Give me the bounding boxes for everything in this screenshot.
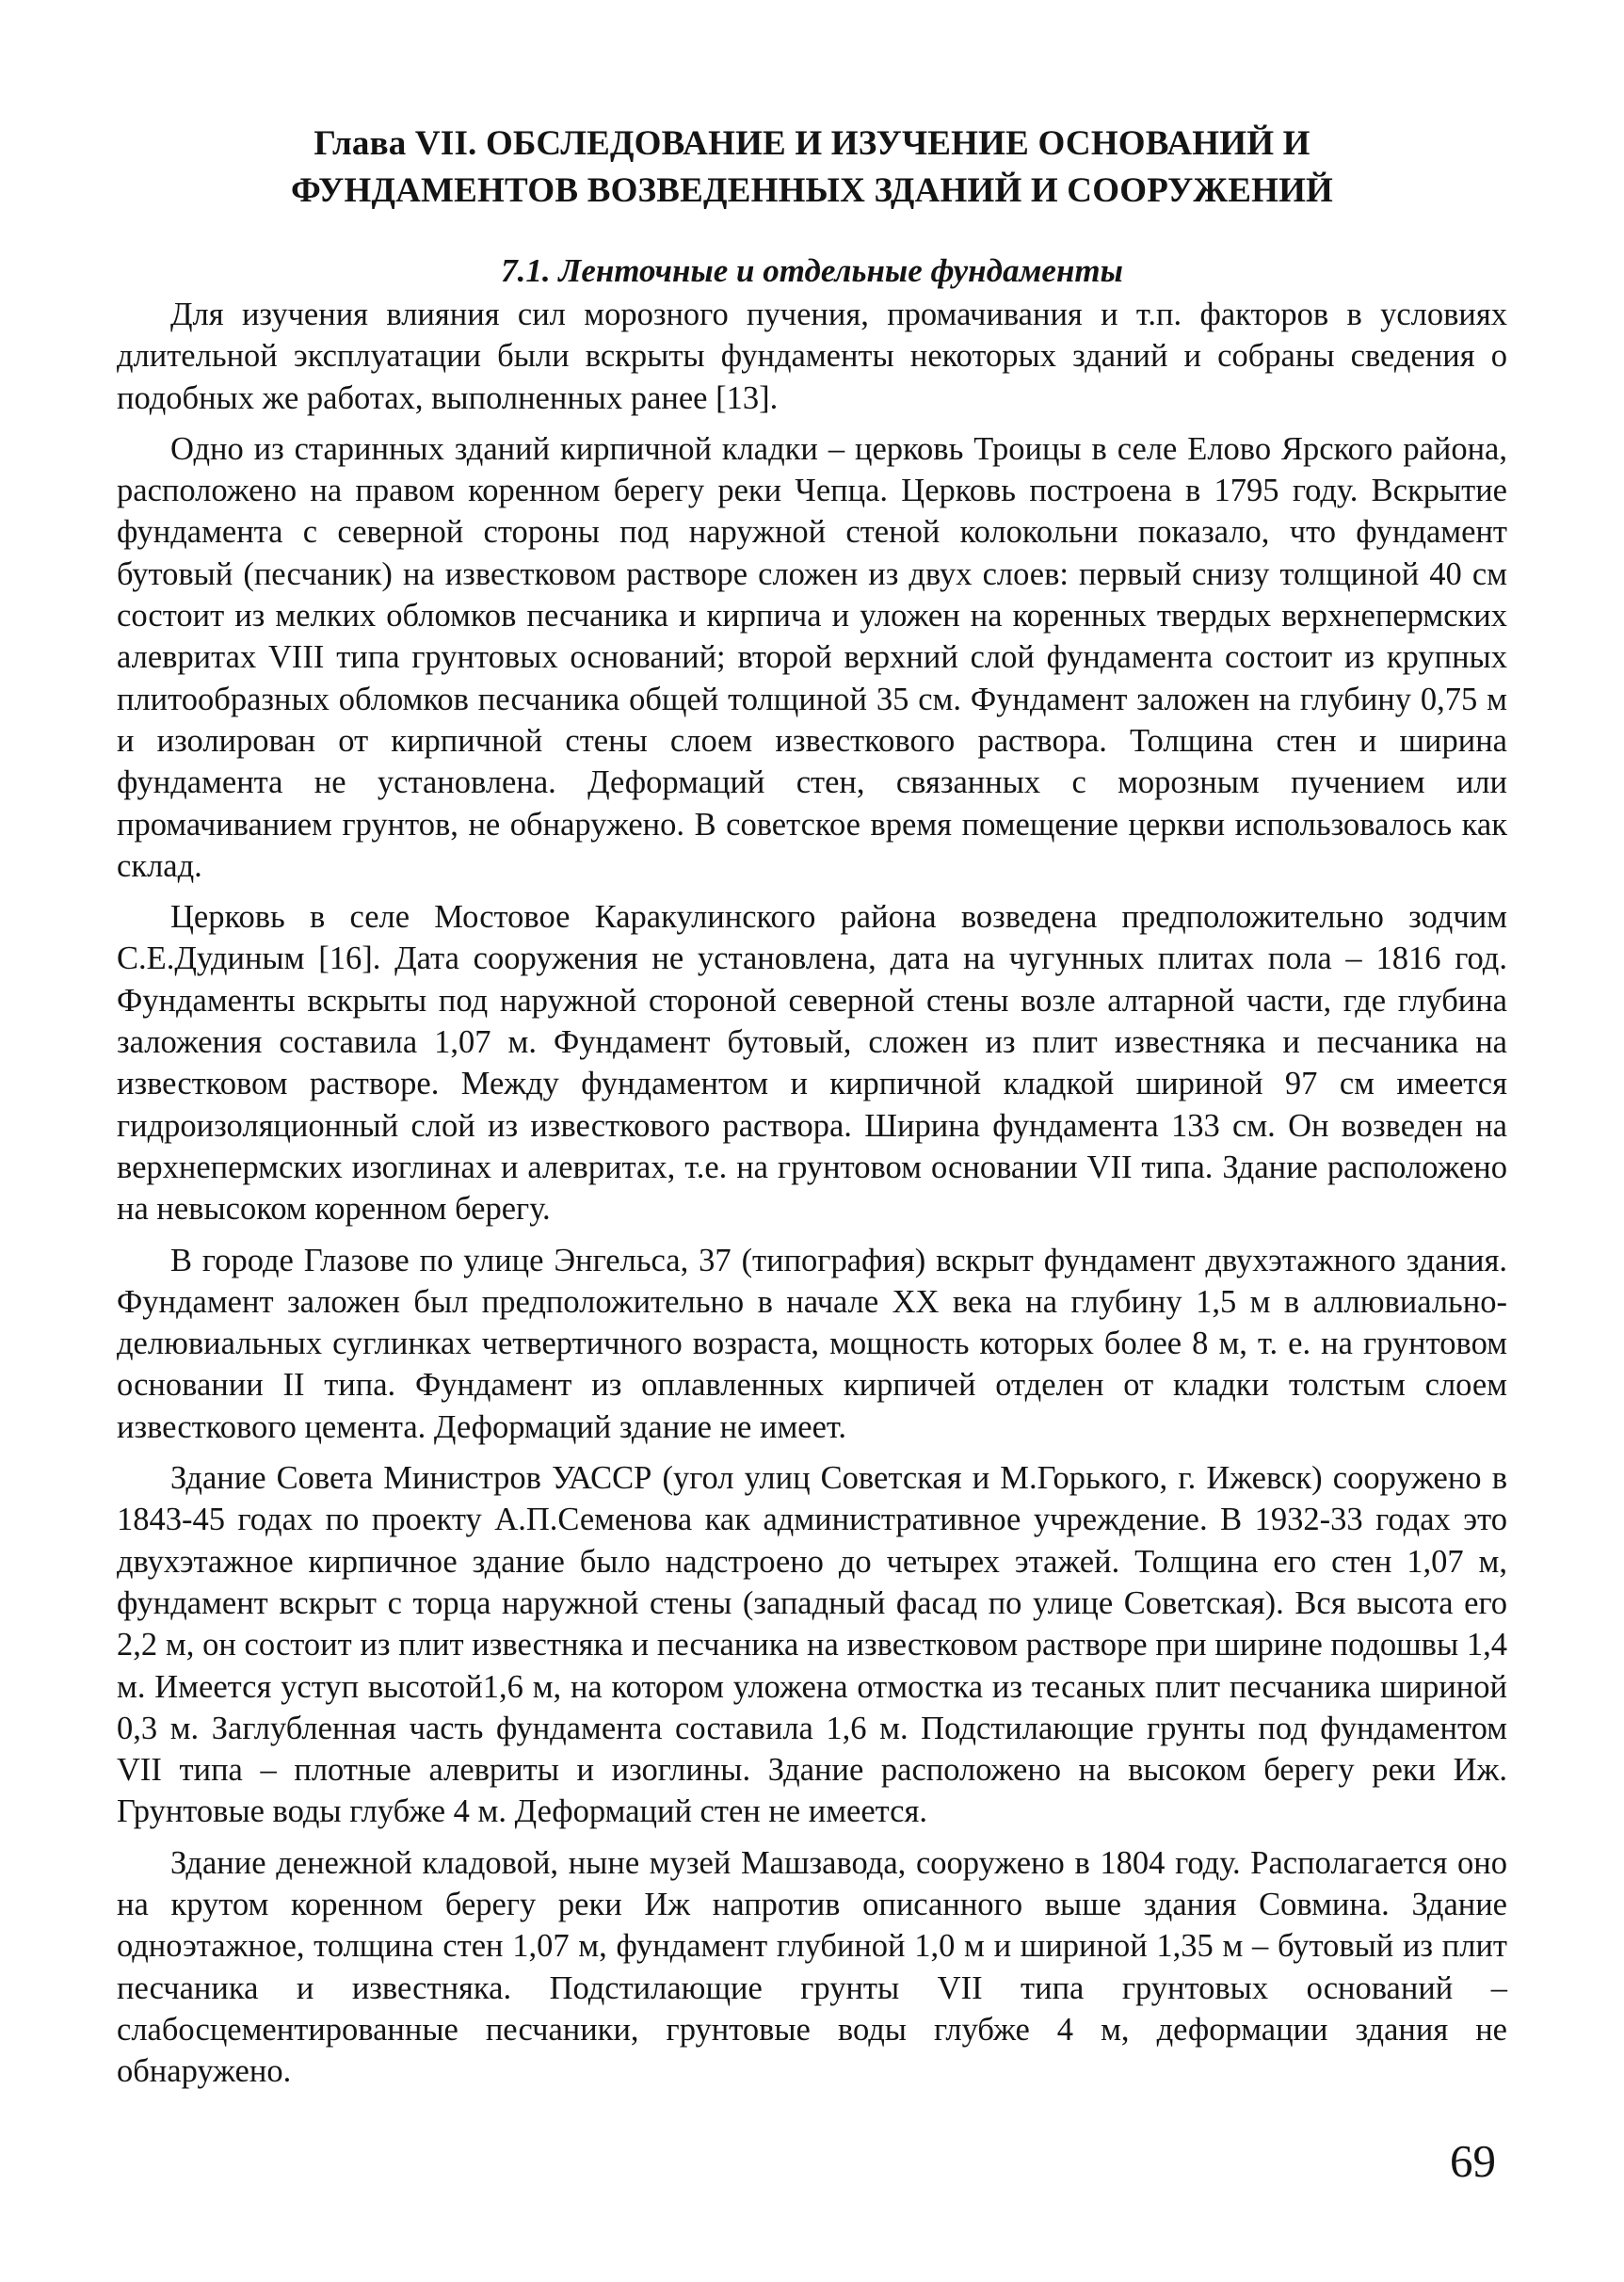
paragraph-1: Для изучения влияния сил морозного пучения, промачивания и т.п. факторов в условиях длительной эксплуатации были вскрыты фундаменты некоторых зданий и собраны сведения о подобных же работах, выполненных ранее [13].: [117, 297, 1507, 416]
page-number: 69: [1450, 2135, 1496, 2187]
chapter-title-line-2: ФУНДАМЕНТОВ ВОЗВЕДЕННЫХ ЗДАНИЙ И СООРУЖЕНИЙ: [290, 171, 1334, 210]
body-text: [117, 294, 1507, 2092]
section-title: 7.1. Ленточные и отдельные фундаменты: [501, 252, 1123, 289]
paragraph-5: Здание Совета Министров УАССР (угол улиц Советская и М.Горького, г. Ижевск) сооружено в 1843-45 годах по проекту А.П.Семенова как административное учреждение. В 1932-33 годах это двухэтажное кирпичное здание было надстроено до четырех этажей. Толщина его стен 1,07 м, фундамент вскрыт с торца наружной стены (западный фасад по улице Советская). Вся высота его 2,2 м, он состоит из плит известняка и песчаника на известковом растворе при ширине подошвы 1,4 м. Имеется уступ высотой1,6 м, на котором уложена отмостка из тесаных плит песчаника шириной 0,3 м. Заглубленная часть фундамента составила 1,6 м. Подстилающие грунты под фундаментом VII типа – плотные алевриты и изоглины. Здание расположено на высоком берегу реки Иж. Грунтовые воды глубже 4 м. Деформаций стен не имеется.: [117, 1460, 1507, 1830]
document-page: [117, 121, 1507, 2101]
paragraph-6: Здание денежной кладовой, ныне музей Машзавода, сооружено в 1804 году. Располагается оно на крутом коренном берегу реки Иж напротив описанного выше здания Совмина. Здание одноэтажное, толщина стен 1,07 м, фундамент глубиной 1,0 м и шириной 1,35 м – бутовый из плит песчаника и известняка. Подстилающие грунты VII типа грунтовых оснований – слабосцементированные песчаники, грунтовые воды глубже 4 м, деформации здания не обнаружено.: [117, 1844, 1507, 2090]
paragraph-3: Церковь в селе Мостовое Каракулинского района возведена предположительно зодчим С.Е.Дудиным [16]. Дата сооружения не установлена, дата на чугунных плитах пола – 1816 год. Фундаменты вскрыты под наружной стороной северной стены возле алтарной части, где глубина заложения составила 1,07 м. Фундамент бутовый, сложен из плит известняка и песчаника на известковом растворе. Между фундаментом и кирпичной кладкой шириной 97 см имеется гидроизоляционный слой из известкового раствора. Ширина фундамента 133 см. Он возведен на верхнепермских изоглинах и алевритах, т.е. на грунтовом основании VII типа. Здание расположено на невысоком коренном берегу.: [117, 899, 1507, 1228]
chapter-title-line-1: Глава VII. ОБСЛЕДОВАНИЕ И ИЗУЧЕНИЕ ОСНОВАНИЙ И: [314, 124, 1310, 163]
paragraph-4: В городе Глазове по улице Энгельса, 37 (типография) вскрыт фундамент двухэтажного здания. Фундамент заложен был предположительно в начале XX века на глубину 1,5 м в аллювиально-делювиальных суглинках четвертичного возраста, мощность которых более 8 м, т. е. на грунтовом основании II типа. Фундамент из оплавленных кирпичей отделен от кладки толстым слоем известкового цемента. Деформаций здание не имеет.: [117, 1242, 1507, 1445]
chapter-title: [117, 121, 1507, 215]
paragraph-2: Одно из старинных зданий кирпичной кладки – церковь Троицы в селе Елово Ярского района, расположено на правом коренном берегу реки Чепца. Церковь построена в 1795 году. Вскрытие фундамента с северной стороны под наружной стеной колокольни показало, что фундамент бутовый (песчаник) на известковом растворе сложен из двух слоев: первый снизу толщиной 40 см состоит из мелких обломков песчаника и кирпича и уложен на коренных твердых верхнепермских алевритах VIII типа грунтовых оснований; второй верхний слой фундамента состоит из крупных плитообразных обломков песчаника общей толщиной 35 см. Фундамент заложен на глубину 0,75 м и изолирован от кирпичной стены слоем известкового раствора. Толщина стен и ширина фундамента не установлена. Деформаций стен, связанных с морозным пучением или промачиванием грунтов, не обнаружено. В советское время помещение церкви использовалось как склад.: [117, 430, 1507, 884]
